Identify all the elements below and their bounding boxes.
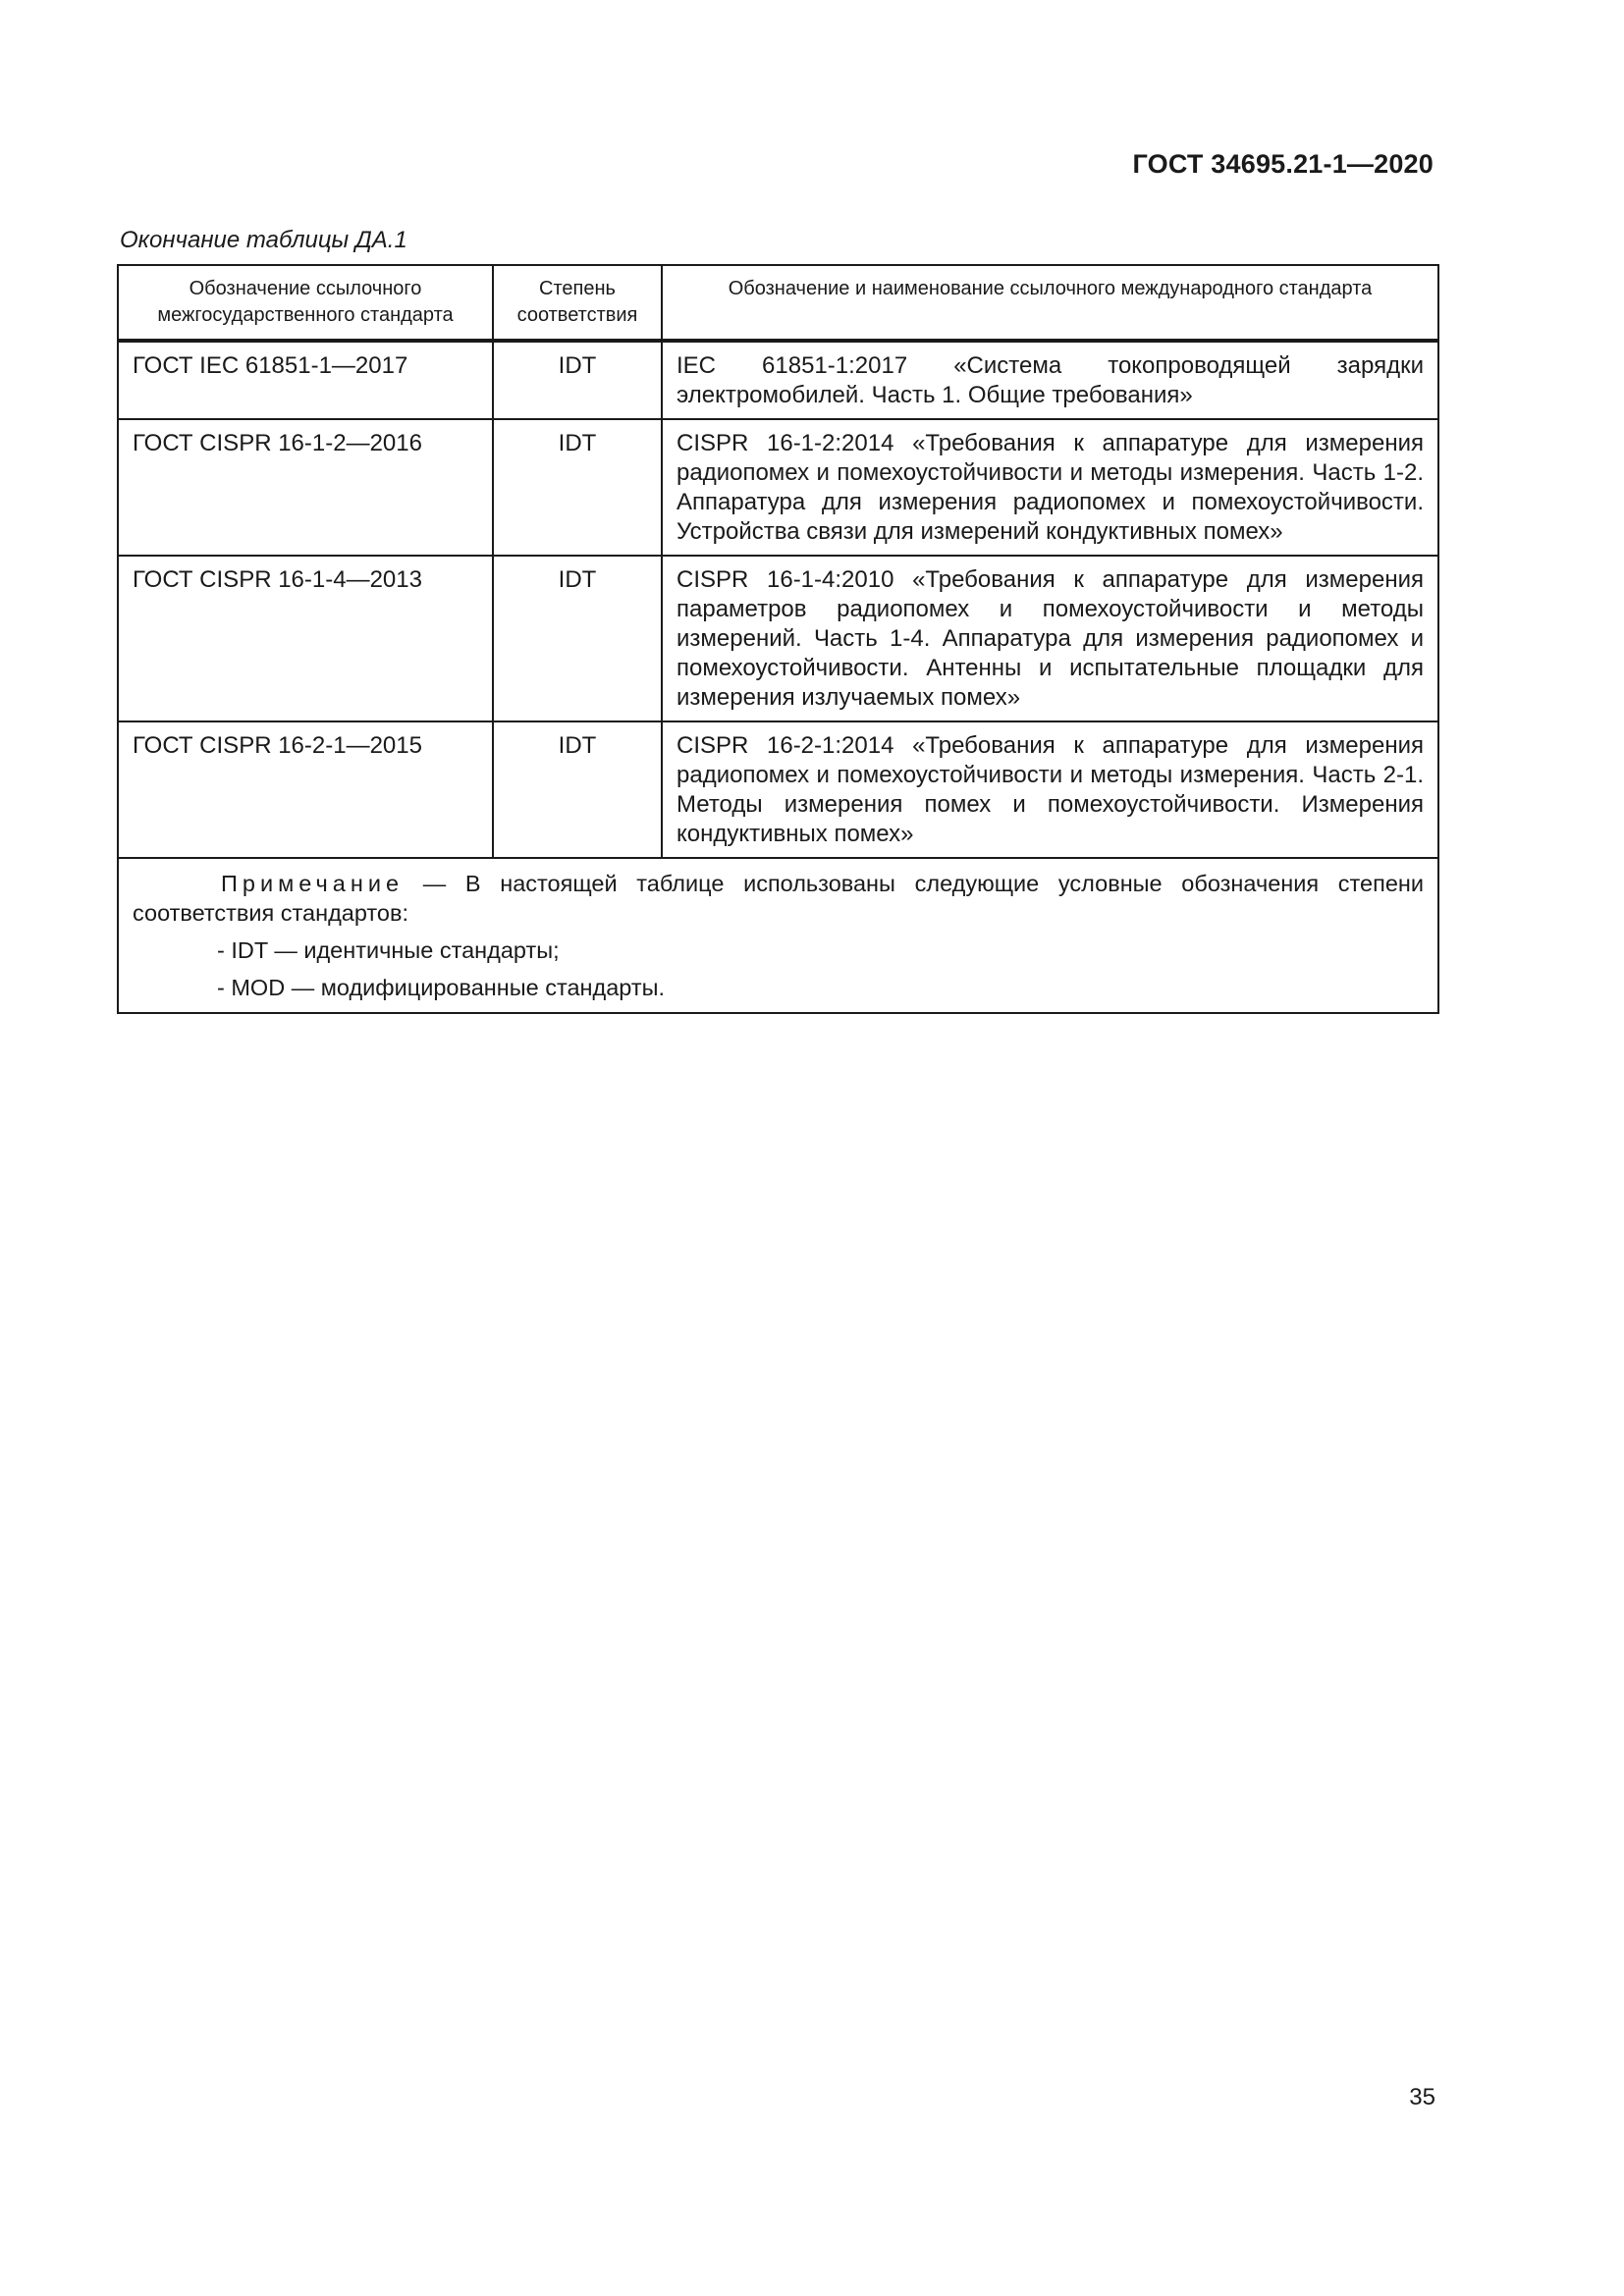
column-header-international: Обозначение и наименование ссылочного международного стандарта [662,265,1438,341]
document-code: ГОСТ 34695.21-1—2020 [1132,149,1434,179]
degree-cell: IDT [493,721,662,858]
column-header-degree: Степень соответствия [493,265,662,341]
note-paragraph [133,869,1424,928]
national-standard-cell: ГОСТ CISPR 16-2-1—2015 [118,721,493,858]
note-list-item: - MOD — модифицированные стандарты. [217,975,666,1000]
note-text: — В настоящей таблице использованы следующие условные обозначения степени соответствия стандартов: [133,871,1424,926]
note-heading: Примечание [221,871,405,896]
table-row [118,721,1438,858]
table-row [118,341,1438,419]
table-row [118,556,1438,721]
reference-standards-table [117,264,1439,1014]
column-header-national: Обозначение ссылочного межгосударственного стандарта [118,265,493,341]
table-caption: Окончание таблицы ДА.1 [120,227,407,253]
table-note [118,858,1438,1013]
table-note-row [118,858,1438,1013]
degree-cell: IDT [493,419,662,556]
degree-cell: IDT [493,341,662,419]
national-standard-cell: ГОСТ IEC 61851-1—2017 [118,341,493,419]
international-standard-cell: IEC 61851-1:2017 «Система токопроводящей зарядки электромобилей. Часть 1. Общие требования» [662,341,1438,419]
international-standard-cell: CISPR 16-1-2:2014 «Требования к аппаратуре для измерения радиопомех и помехоустойчивости и методы измерения. Часть 1-2. Аппаратура для измерения радиопомех и помехоустойчивости. Устройства связи для измерений кондуктивных помех» [662,419,1438,556]
table-row [118,419,1438,556]
page-number: 35 [1409,2084,1435,2110]
national-standard-cell: ГОСТ CISPR 16-1-2—2016 [118,419,493,556]
national-standard-cell: ГОСТ CISPR 16-1-4—2013 [118,556,493,721]
note-list-item: - IDT — идентичные стандарты; [217,937,560,963]
international-standard-cell: CISPR 16-1-4:2010 «Требования к аппаратуре для измерения параметров радиопомех и помехоустойчивости и методы измерений. Часть 1-4. Аппаратура для измерения радиопомех и помехоустойчивости. Антенны и испытательные площадки для измерения излучаемых помех» [662,556,1438,721]
table-header-row [118,265,1438,341]
degree-cell: IDT [493,556,662,721]
international-standard-cell: CISPR 16-2-1:2014 «Требования к аппаратуре для измерения радиопомех и помехоустойчивости и методы измерения. Часть 2-1. Методы измерения помех и помехоустойчивости. Измерения кондуктивных помех» [662,721,1438,858]
